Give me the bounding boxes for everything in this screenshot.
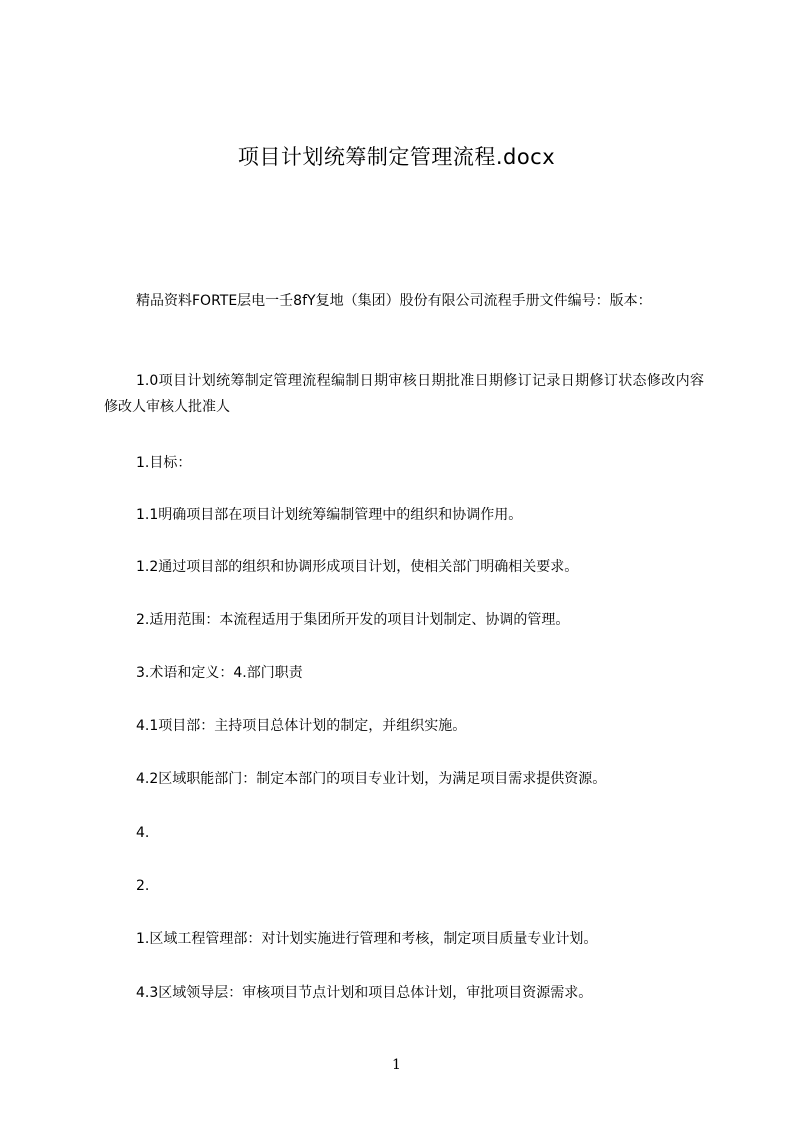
paragraph-duty-4-2: 4.2区域职能部门：制定本部门的项目专业计划，为满足项目需求提供资源。 xyxy=(136,771,607,787)
paragraph-revision-record: 1.0项目计划统筹制定管理流程编制日期审核日期批准日期修订记录日期修订状态修改内容修改人审核人批准人 xyxy=(104,373,704,415)
document-title: 项目计划统筹制定管理流程.docx xyxy=(237,145,556,169)
paragraph-fragment-2: 2. xyxy=(136,878,150,894)
page-number: 1 xyxy=(392,1057,401,1073)
paragraph-duty-4-1: 4.1项目部：主持项目总体计划的制定，并组织实施。 xyxy=(136,718,467,734)
paragraph-terms: 3.术语和定义：4.部门职责 xyxy=(136,665,303,681)
paragraph-objective-heading: 1.目标： xyxy=(136,455,192,471)
paragraph-objective-1-1: 1.1明确项目部在项目计划统筹编制管理中的组织和协调作用。 xyxy=(136,507,523,523)
paragraph-duty-4-3: 4.3区域领导层：审核项目节点计划和项目总体计划，审批项目资源需求。 xyxy=(136,985,593,1001)
paragraph-engineering-dept: 1.区域工程管理部：对计划实施进行管理和考核，制定项目质量专业计划。 xyxy=(136,931,598,947)
paragraph-scope: 2.适用范围：本流程适用于集团所开发的项目计划制定、协调的管理。 xyxy=(136,612,570,628)
paragraph-objective-1-2: 1.2通过项目部的组织和协调形成项目计划，使相关部门明确相关要求。 xyxy=(136,559,579,575)
paragraph-header-info: 精品资料FORTE层电一壬8fY复地（集团）股份有限公司流程手册文件编号：版本： xyxy=(136,293,652,309)
paragraph-fragment-4: 4. xyxy=(136,825,150,841)
